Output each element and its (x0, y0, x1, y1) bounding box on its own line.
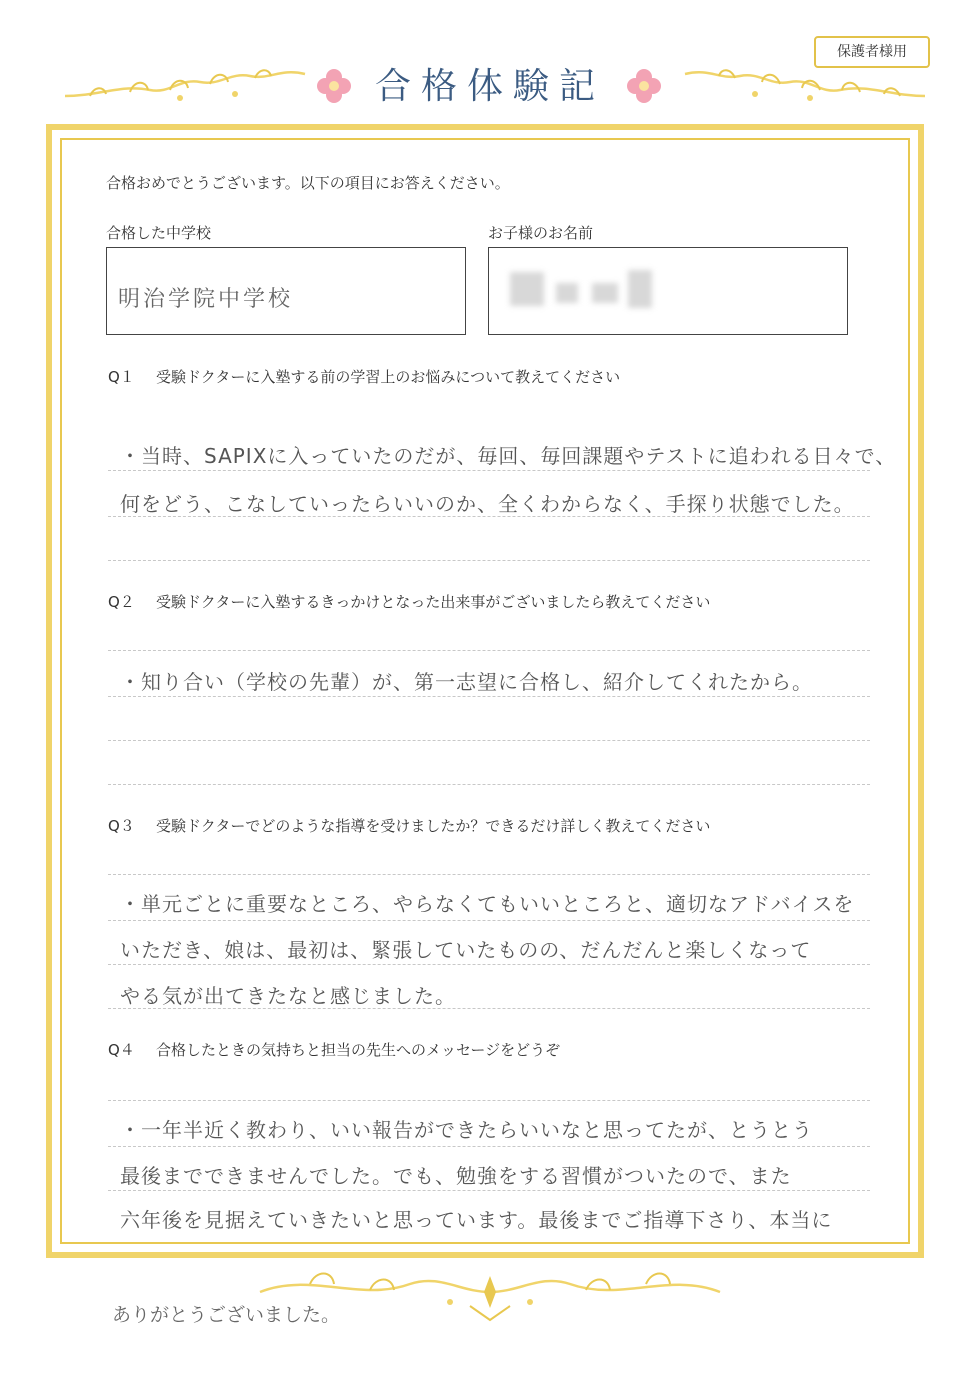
guardian-badge: 保護者様用 (814, 36, 930, 68)
signoff-text: ありがとうございました。 (112, 1304, 341, 1326)
page-title: 合格体験記 (374, 66, 605, 107)
school-value: 明治学院中学校 (118, 287, 294, 312)
right-scroll-ornament (670, 64, 930, 110)
question-4: Q４ 合格したときの気持ちと担当の先生へのメッセージをどうぞ (108, 1041, 561, 1059)
answer-3-line-1: ・単元ごとに重要なところ、やらなくてもいいところと、適切なアドバイスを (120, 892, 855, 916)
answer-rule (108, 920, 870, 921)
question-3: Q３ 受験ドクターでどのような指導を受けましたか？できるだけ詳しく教えてください (108, 817, 711, 835)
answer-1-line-2: 何をどう、こなしていったらいいのか、全くわからなく、手探り状態でした。 (120, 492, 855, 516)
answer-1-line-1: ・当時、SAPIXに入っていたのだが、毎回、毎回課題やテストに追われる日々で、 (120, 444, 897, 468)
answer-rule (108, 1190, 870, 1191)
answer-rule (108, 470, 870, 471)
answer-rule (108, 650, 870, 651)
answer-rule (108, 740, 870, 741)
answer-2-line-1: ・知り合い（学校の先輩）が、第一志望に合格し、紹介してくれたから。 (120, 670, 813, 694)
answer-4-line-2: 最後までできませんでした。でも、勉強をする習慣がついたので、また (120, 1164, 792, 1188)
answer-rule (108, 874, 870, 875)
answer-3-line-3: やる気が出てきたなと感じました。 (120, 984, 456, 1008)
child-name-label: お子様のお名前 (488, 224, 594, 242)
answer-3-line-2: いただき、娘は、最初は、緊張していたものの、だんだんと楽しくなって (120, 938, 812, 962)
intro-text: 合格おめでとうございます。以下の項目にお答えください。 (106, 174, 510, 192)
answer-rule (108, 1146, 870, 1147)
question-2: Q２ 受験ドクターに入塾するきっかけとなった出来事がございましたら教えてください (108, 593, 711, 611)
question-1: Q１ 受験ドクターに入塾する前の学習上のお悩みについて教えてください (108, 368, 621, 386)
answer-rule (108, 964, 870, 965)
answer-rule (108, 1100, 870, 1101)
left-scroll-ornament (60, 64, 320, 110)
answer-rule (108, 696, 870, 697)
answer-rule (108, 560, 870, 561)
school-label: 合格した中学校 (106, 224, 212, 242)
answer-4-line-1: ・一年半近く教わり、いい報告ができたらいいなと思ってたが、とうとう (120, 1118, 813, 1142)
answer-rule (108, 784, 870, 785)
answer-4-line-3: 六年後を見据えていきたいと思っています。最後までご指導下さり、本当に (120, 1208, 833, 1232)
